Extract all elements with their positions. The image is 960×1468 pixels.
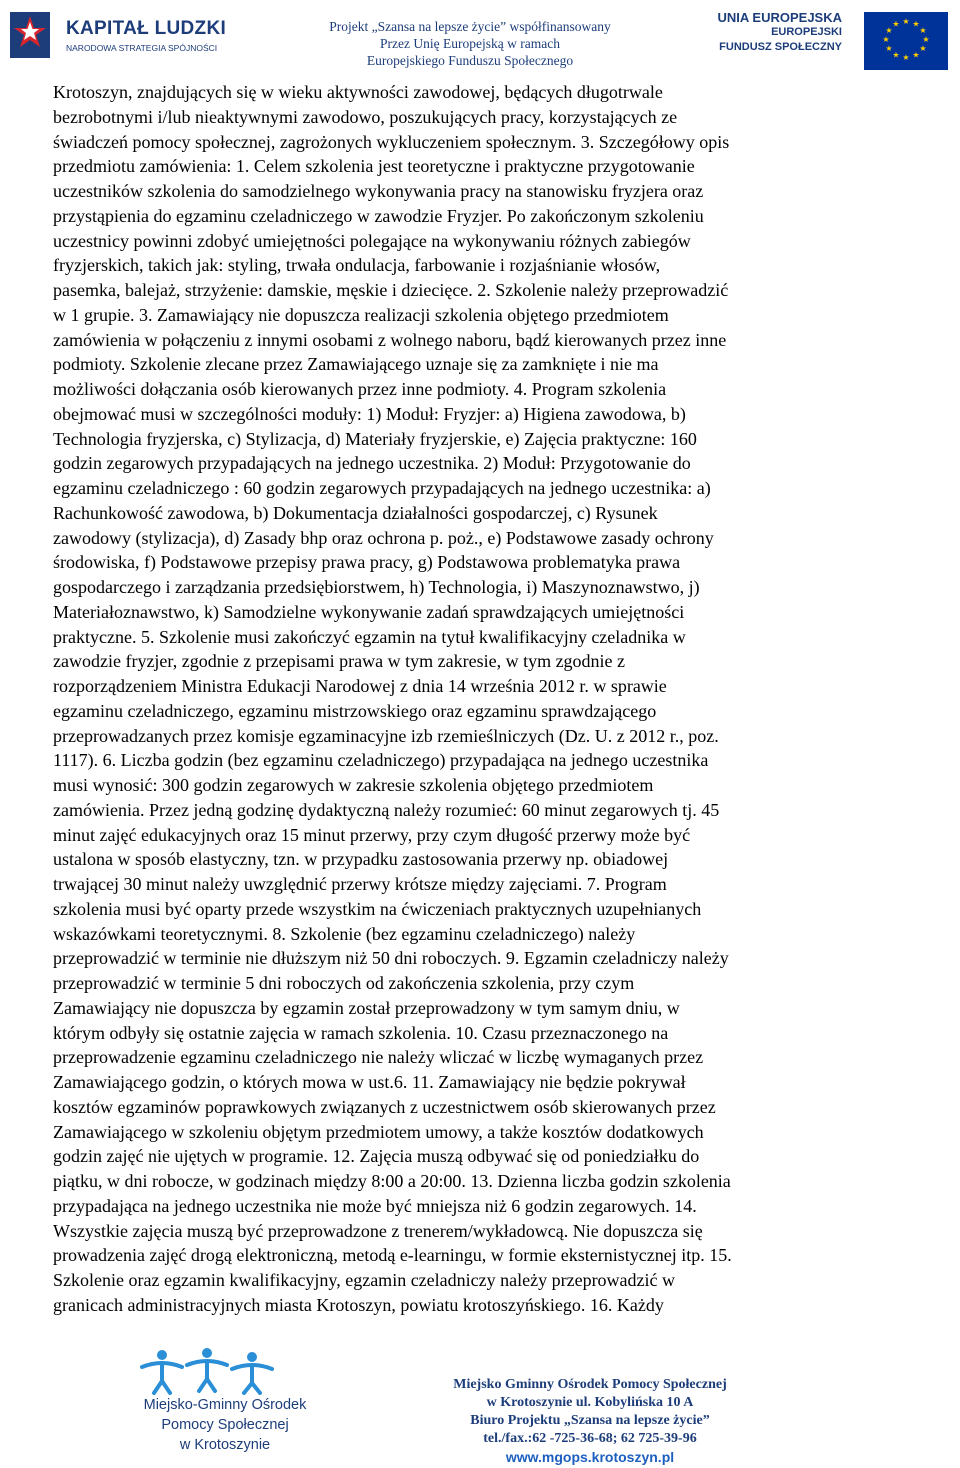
- body-text-line: zamówienia w połączeniu z innymi osobami z wolnego naboru, bądź kierowanych przez inne: [53, 329, 727, 350]
- body-text-line: rozporządzeniem Ministra Edukacji Narodowej z dnia 14 września 2012 r. w sprawie: [53, 676, 667, 696]
- body-text-line: zamówienia. Przez jedną godzinę dydaktyczną należy rozumieć: 60 minut zegarowych tj. 45: [53, 799, 720, 820]
- svg-text:★: ★: [912, 50, 920, 60]
- body-text-line: ustalona w sposób elastyczny, tzn. w przypadku zastosowania przerwy np. obiadowej: [53, 849, 669, 870]
- project-line-3: Europejskiego Funduszu Społecznego: [366, 53, 574, 68]
- body-text-line: szkolenia musi być oparty przede wszystkim na ćwiczeniach praktycznych uzupełnianych: [53, 898, 702, 919]
- body-text-line: Rachunkowość zawodowa, b) Dokumentacja działalności gospodarczej, c) Rysunek: [53, 502, 658, 523]
- body-text-line: trwającej 30 minut należy uwzględnić przerwy krótsze między zajęciami. 7. Program: [53, 874, 667, 894]
- mgops-line-1: Miejsko-Gminny Ośrodek: [143, 1397, 307, 1413]
- eu-line-1: UNIA EUROPEJSKA: [717, 10, 842, 25]
- document-body: [53, 80, 883, 1318]
- body-text-line: uczestników szkolenia do samodzielnego wykonywania pracy na stanowisku fryzjera oraz: [53, 181, 704, 201]
- body-text-line: Materiałoznawstwo, k) Samodzielne wykonywanie zadań sprawdzających umiejętności: [53, 601, 685, 622]
- eu-logo-text: [718, 10, 842, 55]
- body-text-line: egzaminu czeladniczego : 60 godzin zegarowych przypadających na jednego uczestnika: a): [53, 478, 711, 498]
- body-text-line: praktyczne. 5. Szkolenie musi zakończyć egzamin na tytuł kwalifikacyjny czeladnika w: [53, 626, 686, 647]
- body-text-line: Zamawiającego godzin, o których mowa w ust.6. 11. Zamawiający nie będzie pokrywał: [53, 1072, 686, 1092]
- svg-text:★: ★: [922, 35, 930, 44]
- svg-text:★: ★: [885, 44, 893, 53]
- address-line-4: tel./fax.:62 -725-36-68; 62 725-39-96: [483, 1431, 697, 1446]
- body-text-line: bezrobotnymi i/lub nieaktywnymi zawodowo, poszukujących pracy, korzystających ze: [53, 106, 678, 127]
- body-text-line: przedmiotu zamówienia: 1. Celem szkolenia jest teoretyczne i praktyczne przygotowanie: [53, 156, 695, 177]
- body-text-line: przeprowadzanych przez komisje egzaminacyjne izb rzemieślniczych (Dz. U. z 2012 r., poz.: [53, 725, 719, 746]
- body-text-line: piątku, w dni robocze, w godzinach między 8:00 a 20:00. 13. Dzienna liczba godzin szkolenia: [53, 1171, 731, 1191]
- body-text-line: przeprowadzić w terminie 5 dni roboczych od zakończenia szkolenia, przy czym: [53, 973, 635, 993]
- people-figures-icon: [132, 1345, 312, 1395]
- address-line-2: w Krotoszynie ul. Kobylińska 10 A: [486, 1395, 694, 1410]
- kapital-ludzki-subtitle: NARODOWA STRATEGIA SPÓJNOŚCI: [66, 43, 218, 53]
- body-text-line: minut zajęć edukacyjnych oraz 15 minut przerwy, przy czym długość przerwy może być: [53, 824, 691, 845]
- svg-text:★: ★: [919, 44, 927, 53]
- body-text-line: godzin zajęć nie ujętych w programie. 12. Zajęcia muszą odbywać się od poniedziałku do: [53, 1146, 700, 1167]
- project-info: [300, 18, 640, 69]
- kapital-ludzki-logo: [8, 6, 227, 68]
- svg-text:★: ★: [902, 53, 910, 62]
- mgops-logo-text: [140, 1395, 310, 1455]
- body-text-line: możliwości dołączania osób kierowanych przez inne podmioty. 4. Program szkolenia: [53, 379, 667, 399]
- svg-text:★: ★: [885, 26, 893, 35]
- body-text-line: prowadzenia zajęć drogą elektroniczną, metodą e-learningu, w formie eksternistycznej itp. 15.: [53, 1245, 732, 1266]
- body-text-line: środowiska, f) Podstawowe przepisy prawa pracy, g) Podstawowa problematyka prawa: [53, 552, 681, 573]
- body-text-line: przypadająca na jednego uczestnika nie może być mniejsza niż 6 godzin zegarowych. 14.: [53, 1195, 697, 1216]
- body-text-line: wskazówkami teoretycznymi. 8. Szkolenie (bez egzaminu czeladniczego) należy: [53, 923, 636, 944]
- project-line-1: Projekt „Szansa na lepsze życie” współfinansowany: [329, 19, 611, 34]
- eu-line-3: FUNDUSZ SPOŁECZNY: [719, 41, 842, 53]
- mgops-line-2: Pomocy Społecznej: [161, 1417, 289, 1433]
- body-text-line: godzin zegarowych przypadających na jednego uczestnika. 2) Moduł: Przygotowanie do: [53, 453, 691, 474]
- eu-line-2: EUROPEJSKI: [771, 26, 842, 38]
- project-line-2: Przez Unię Europejską w ramach: [380, 36, 560, 51]
- mgops-line-3: w Krotoszynie: [179, 1437, 271, 1453]
- body-text-line: Zamawiający nie dopuszcza by egzamin został przeprowadzony w tym samym dniu, w: [53, 997, 680, 1018]
- eu-flag-icon: [864, 12, 948, 70]
- svg-text:★: ★: [892, 19, 900, 29]
- svg-text:★: ★: [892, 50, 900, 60]
- body-text-line: egzaminu czeladniczego, egzaminu mistrzowskiego oraz egzaminu sprawdzającego: [53, 700, 657, 721]
- svg-text:★: ★: [912, 19, 920, 29]
- body-text-line: gospodarczego i zarządzania przedsiębiorstwem, h) Technologia, i) Maszynoznawstwo, j): [53, 577, 700, 597]
- body-text-line: granicach administracyjnych miasta Krotoszyn, powiatu krotoszyńskiego. 16. Każdy: [53, 1294, 664, 1315]
- body-text-line: 1117). 6. Liczba godzin (bez egzaminu czeladniczego) przypadająca na jednego uczestnika: [53, 750, 709, 771]
- body-text-line: pasemka, balejaż, strzyżenie: damskie, męskie i dziecięce. 2. Szkolenie należy przeprowadzić: [53, 280, 729, 300]
- body-text-line: obejmować musi w szczególności moduły: 1) Moduł: Fryzjer: a) Higiena zawodowa, b): [53, 403, 686, 424]
- address-line-1: Miejsko Gminny Ośrodek Pomocy Społecznej: [453, 1377, 727, 1392]
- svg-text:★: ★: [919, 26, 927, 35]
- body-text-line: świadczeń pomocy społecznej, zagrożonych wykluczeniem społecznym. 3. Szczegółowy opis: [53, 131, 730, 152]
- body-text-line: w 1 grupie. 3. Zamawiający nie dopuszcza realizacji szkolenia objętego przedmiotem: [53, 304, 669, 325]
- body-text-line: przeprowadzenie egzaminu czeladniczego nie należy wliczać w liczbę wymaganych przez: [53, 1047, 704, 1068]
- kapital-ludzki-title: KAPITAŁ LUDZKI: [66, 18, 227, 39]
- body-text-line: zawodowy (stylizacja), d) Zasady bhp oraz ochrona p. poż., e) Podstawowe zasady ochrony: [53, 527, 714, 548]
- body-text-line: Szkolenie oraz egzamin kwalifikacyjny, egzamin czeladniczy należy przeprowadzić w: [53, 1270, 676, 1290]
- page-header: [0, 0, 960, 80]
- body-text-line: Wszystkie zajęcia muszą być przeprowadzone z trenerem/wykładowcą. Nie dopuszcza się: [53, 1220, 703, 1241]
- body-text-line: musi wynosić: 300 godzin zegarowych w zakresie szkolenia objętego przedmiotem: [53, 775, 654, 795]
- body-text-line: podmioty. Szkolenie zlecane przez Zamawiającego uznaje się za zamknięte i nie ma: [53, 354, 659, 375]
- body-text-line: przystąpienia do egzaminu czeladniczego w zawodzie Fryzjer. Po zakończonym szkoleniu: [53, 205, 704, 226]
- footer-address: [430, 1376, 750, 1466]
- body-text-line: uczestnicy powinni zdobyć umiejętności polegające na wykonywaniu różnych zabiegów: [53, 230, 691, 251]
- svg-text:★: ★: [882, 35, 890, 44]
- body-text-line: którym odbyły się ostatnie zajęcia w ramach szkolenia. 10. Czasu przeznaczonego na: [53, 1022, 669, 1043]
- svg-text:★: ★: [902, 17, 910, 26]
- body-text-line: Zamawiającego w szkoleniu objętym przedmiotem umowy, a także kosztów dodatkowych: [53, 1121, 704, 1142]
- body-text-line: Technologia fryzjerska, c) Stylizacja, d) Materiały fryzjerskie, e) Zajęcia praktyczne: 160: [53, 428, 697, 449]
- body-text-line: fryzjerskich, takich jak: styling, trwała ondulacja, farbowanie i rozjaśnianie włosów,: [53, 255, 661, 276]
- body-text-line: przeprowadzić w terminie nie dłuższym niż 50 dni roboczych. 9. Egzamin czeladniczy należy: [53, 948, 729, 969]
- address-line-3: Biuro Projektu „Szansa na lepsze życie”: [470, 1413, 710, 1428]
- body-text-line: kosztów egzaminów poprawkowych związanych z uczestnictwem osób skierowanych przez: [53, 1096, 716, 1117]
- kapital-ludzki-star-icon: [8, 6, 56, 64]
- website-link[interactable]: www.mgops.krotoszyn.pl: [505, 1449, 675, 1465]
- body-text-line: zawodzie fryzjer, zgodnie z przepisami prawa w tym zakresie, w tym zgodnie z: [53, 651, 626, 672]
- body-text-line: Krotoszyn, znajdujących się w wieku aktywności zawodowej, będących długotrwale: [53, 82, 663, 102]
